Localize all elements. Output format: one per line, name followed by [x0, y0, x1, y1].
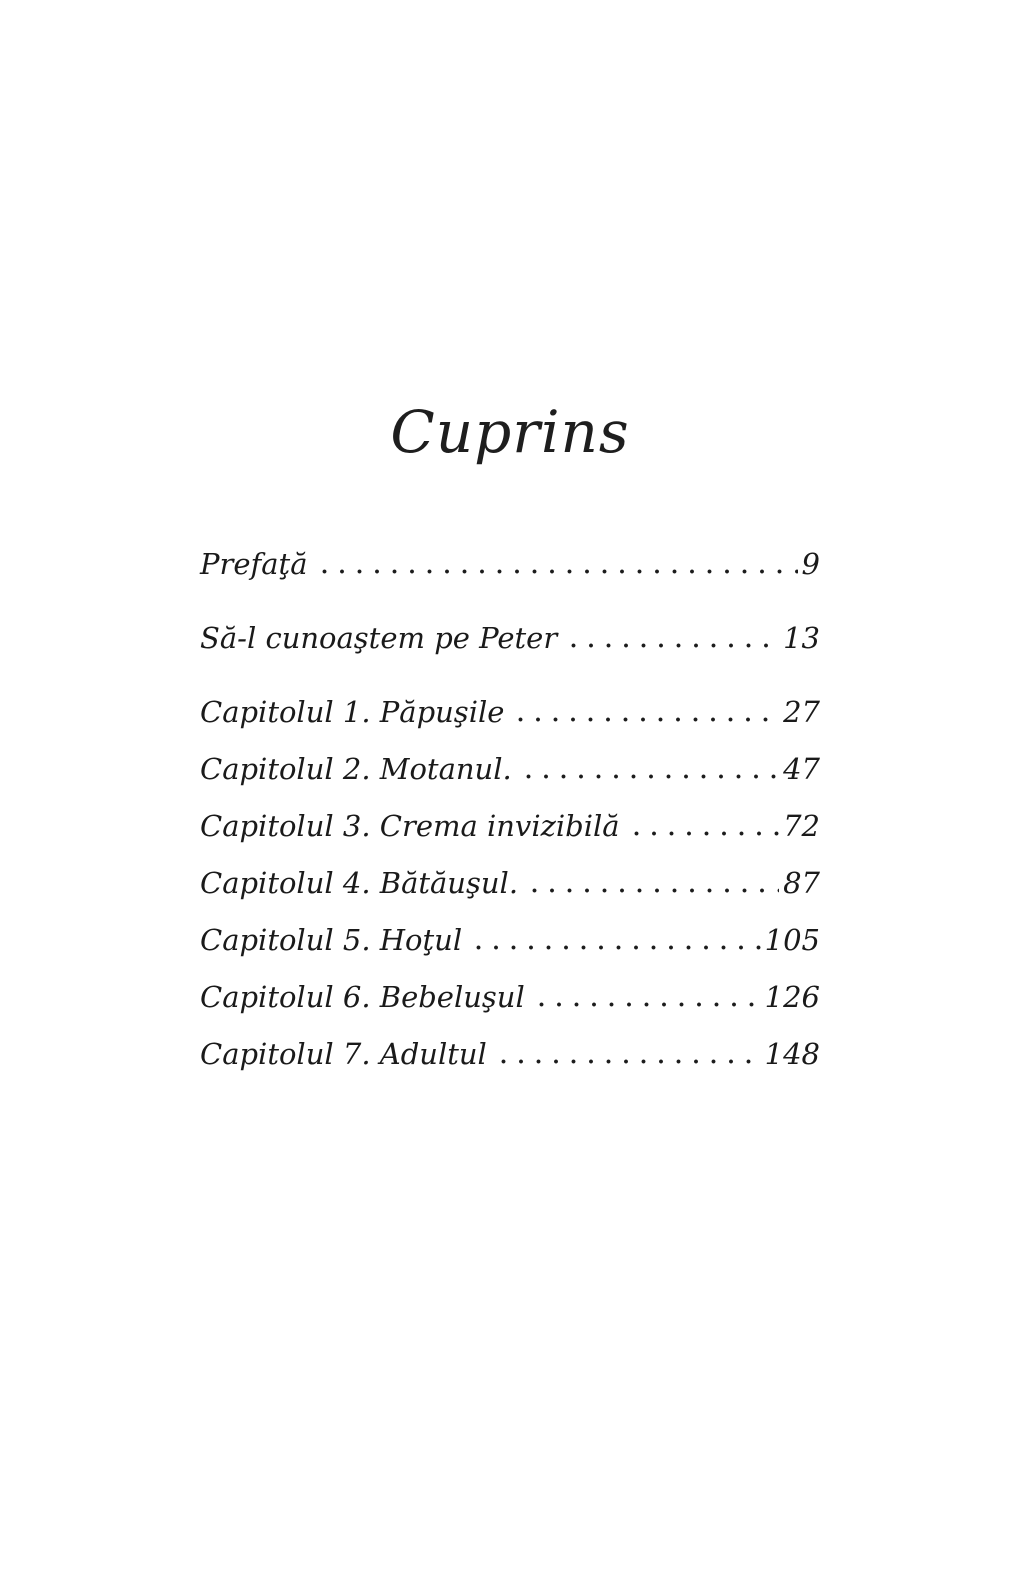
dot-leader — [535, 1002, 761, 1007]
toc-entry-label: Să-l cunoaştem pe Peter — [200, 621, 558, 655]
toc-entry-page: 105 — [764, 923, 820, 957]
toc-entry — [200, 808, 820, 844]
toc-entry — [200, 546, 820, 582]
toc-entry-label: Capitolul 2. Motanul. — [200, 752, 512, 786]
toc-entry-label: Capitolul 7. Adultul — [200, 1037, 487, 1071]
toc-entry — [200, 922, 820, 958]
dot-leader — [497, 1059, 761, 1064]
toc-entry — [200, 694, 820, 730]
toc-entry-page: 9 — [801, 547, 820, 581]
toc-entry-page: 72 — [783, 809, 820, 843]
dot-leader — [630, 831, 780, 836]
toc-entry-page: 87 — [783, 866, 820, 900]
dot-leader — [318, 569, 798, 574]
toc-entry-page: 47 — [783, 752, 820, 786]
toc-entry-label: Capitolul 6. Bebeluşul — [200, 980, 525, 1014]
toc-entry-label: Capitolul 5. Hoţul — [200, 923, 463, 957]
toc-entry — [200, 1036, 820, 1072]
toc-entry-label: Capitolul 3. Crema invizibilă — [200, 809, 620, 843]
toc-entry-page: 126 — [764, 980, 820, 1014]
toc-entry-label: Prefaţă — [200, 547, 308, 581]
page-title: Cuprins — [390, 398, 630, 466]
toc-entry — [200, 979, 820, 1015]
dot-leader — [528, 888, 779, 893]
toc-entry — [200, 620, 820, 656]
dot-leader — [567, 643, 779, 648]
dot-leader — [472, 945, 761, 950]
dot-leader — [514, 717, 779, 722]
toc-entry — [200, 751, 820, 787]
toc-entry-label: Capitolul 4. Bătăuşul. — [200, 866, 519, 900]
toc-entry-page: 148 — [764, 1037, 820, 1071]
toc-list — [200, 546, 820, 1072]
toc-entry-label: Capitolul 1. Păpuşile — [200, 695, 505, 729]
dot-leader — [522, 774, 779, 779]
toc-entry-page: 13 — [783, 621, 820, 655]
toc-entry-page: 27 — [783, 695, 820, 729]
toc-entry — [200, 865, 820, 901]
